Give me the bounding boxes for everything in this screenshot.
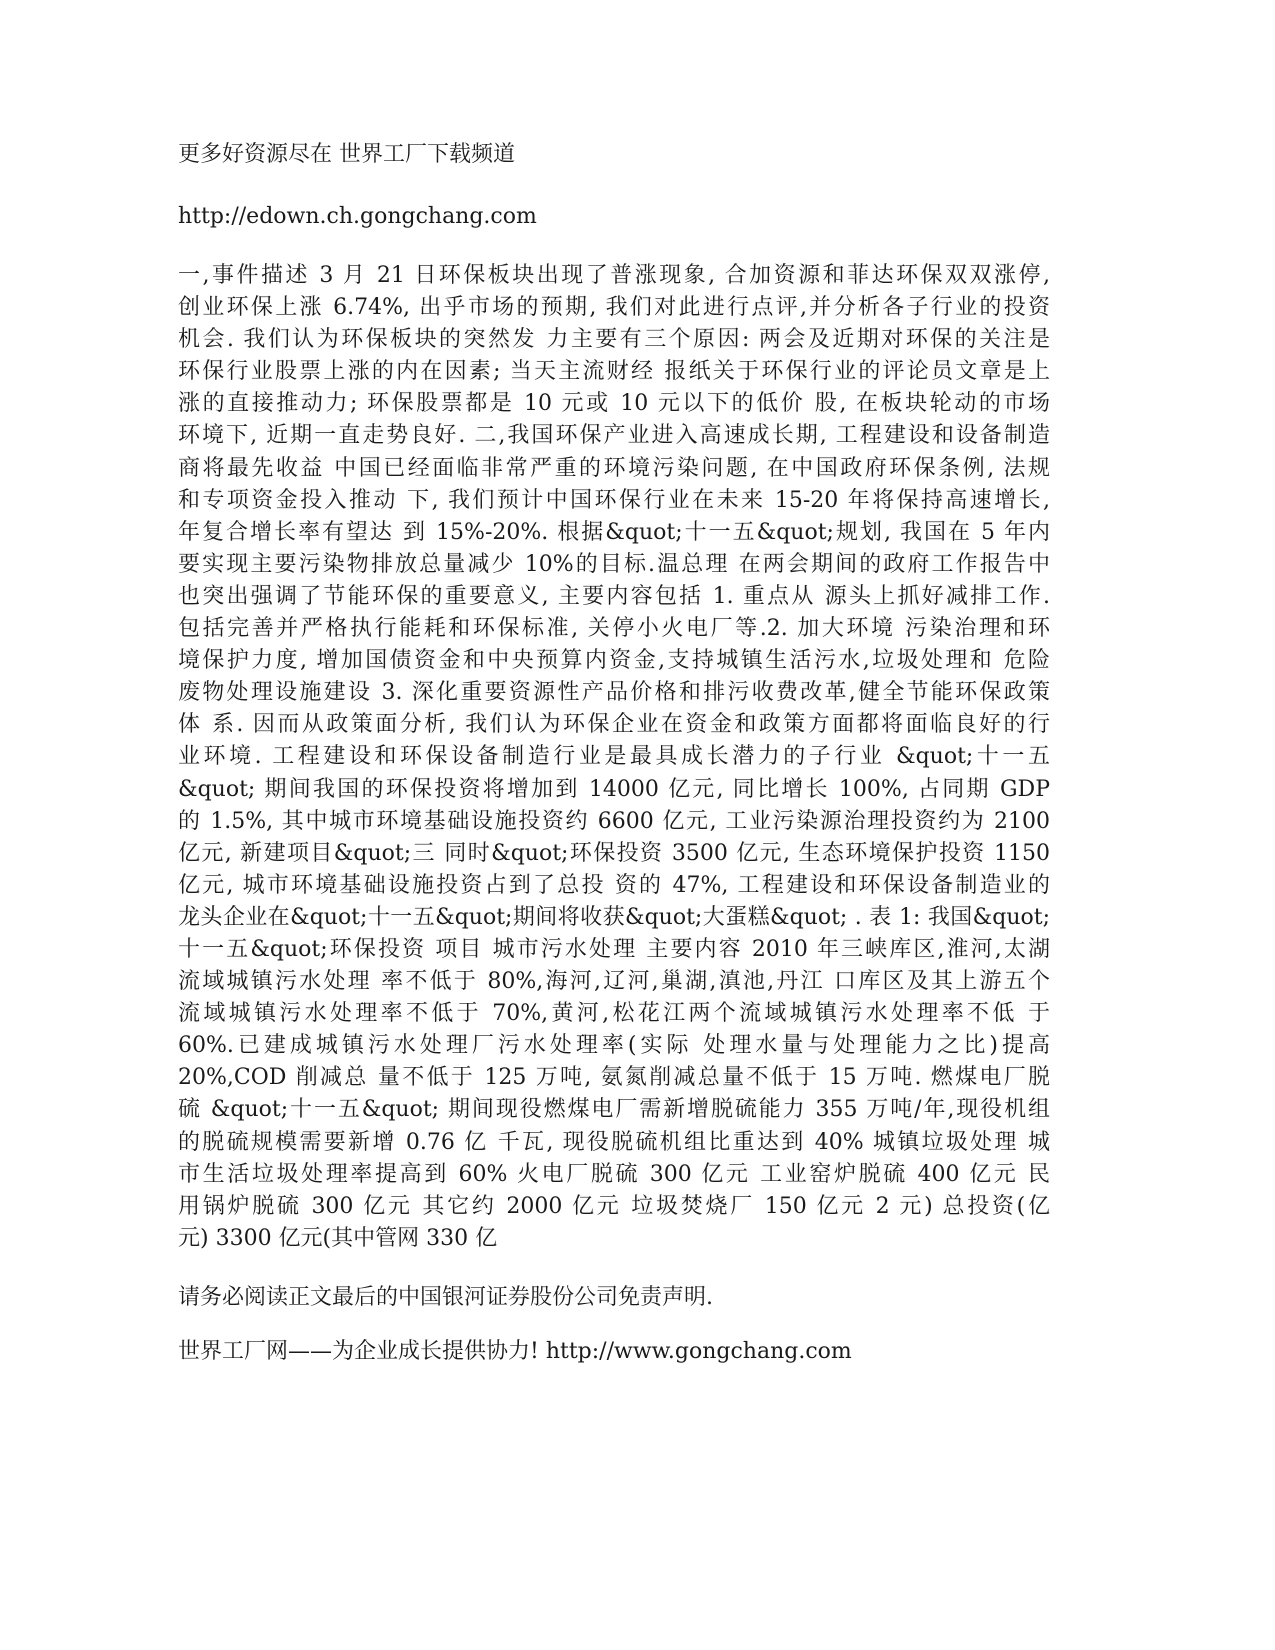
article-body [178, 260, 1050, 1255]
footer-text: 世界工厂网——为企业成长提供协力! http://www.gongchang.com [178, 1338, 852, 1364]
body-line: 要实现主要污染物排放总量减少 10%的目标.温总理 在两会期间的政府工作报告中 [178, 551, 1050, 577]
body-line: 环境下, 近期一直走势良好. 二,我国环保产业进入高速成长期, 工程建设和设备制造 [178, 423, 1050, 449]
body-line: 的 1.5%, 其中城市环境基础设施投资约 6600 亿元, 工业污染源治理投资约为 2100 [178, 808, 1050, 834]
body-line: 业环境. 工程建设和环保设备制造行业是最具成长潜力的子行业 &quot;十一五 [178, 744, 1050, 770]
body-line: 创业环保上涨 6.74%, 出乎市场的预期, 我们对此进行点评,并分析各子行业的投资 [178, 295, 1050, 321]
header-title: 更多好资源尽在 世界工厂下载频道 [178, 142, 515, 167]
body-line: 用锅炉脱硫 300 亿元 其它约 2000 亿元 垃圾焚烧厂 150 亿元 2 元) 总投资(亿 [178, 1193, 1050, 1219]
body-line: 龙头企业在&quot;十一五&quot;期间将收获&quot;大蛋糕&quot; . 表 1: 我国&quot; [178, 904, 1050, 930]
body-line: 十一五&quot;环保投资 项目 城市污水处理 主要内容 2010 年三峡库区,淮河,太湖 [178, 936, 1050, 962]
disclaimer-text: 请务必阅读正文最后的中国银河证券股份公司免责声明. [178, 1284, 713, 1310]
body-line: 市生活垃圾处理率提高到 60% 火电厂脱硫 300 亿元 工业窑炉脱硫 400 亿元 民 [178, 1161, 1050, 1187]
body-line: 涨的直接推动力; 环保股票都是 10 元或 10 元以下的低价 股, 在板块轮动的市场 [178, 391, 1050, 417]
body-line: 亿元, 城市环境基础设施投资占到了总投 资的 47%, 工程建设和环保设备制造业的 [178, 872, 1050, 898]
body-line: 商将最先收益 中国已经面临非常严重的环境污染问题, 在中国政府环保条例, 法规 [178, 455, 1050, 481]
body-line: 境保护力度, 增加国债资金和中央预算内资金,支持城镇生活污水,垃圾处理和 危险 [178, 648, 1050, 674]
body-line: 的脱硫规模需要新增 0.76 亿 千瓦, 现役脱硫机组比重达到 40% 城镇垃圾处理 城 [178, 1129, 1050, 1155]
body-line: 和专项资金投入推动 下, 我们预计中国环保行业在未来 15-20 年将保持高速增长, [178, 487, 1050, 513]
body-line: 20%,COD 削减总 量不低于 125 万吨, 氨氮削减总量不低于 15 万吨. 燃煤电厂脱 [178, 1065, 1050, 1091]
body-line: &quot; 期间我国的环保投资将增加到 14000 亿元, 同比增长 100%, 占同期 GDP [178, 776, 1050, 802]
body-line: 体 系. 因而从政策面分析, 我们认为环保企业在资金和政策方面都将面临良好的行 [178, 712, 1050, 738]
body-line: 流域城镇污水处理率不低于 70%,黄河,松花江两个流域城镇污水处理率不低 于 [178, 1001, 1050, 1027]
body-line: 包括完善并严格执行能耗和环保标准, 关停小火电厂等.2. 加大环境 污染治理和环 [178, 616, 1050, 642]
body-line: 流域城镇污水处理 率不低于 80%,海河,辽河,巢湖,滇池,丹江 口库区及其上游五个 [178, 969, 1050, 995]
body-line: 年复合增长率有望达 到 15%-20%. 根据&quot;十一五&quot;规划, 我国在 5 年内 [178, 519, 1050, 545]
document-page [178, 138, 1050, 1369]
body-line: 环保行业股票上涨的内在因素; 当天主流财经 报纸关于环保行业的评论员文章是上 [178, 359, 1050, 385]
body-line: 亿元, 新建项目&quot;三 同时&quot;环保投资 3500 亿元, 生态环境保护投资 1150 [178, 840, 1050, 866]
body-line: 硫 &quot;十一五&quot; 期间现役燃煤电厂需新增脱硫能力 355 万吨/年,现役机组 [178, 1097, 1050, 1123]
body-line: 也突出强调了节能环保的重要意义, 主要内容包括 1. 重点从 源头上抓好减排工作. [178, 583, 1050, 609]
body-line: 60%.已建成城镇污水处理厂污水处理率(实际 处理水量与处理能力之比)提高 [178, 1033, 1050, 1059]
body-line: 元) 3300 亿元(其中管网 330 亿 [178, 1225, 498, 1251]
body-line: 一,事件描述 3 月 21 日环保板块出现了普涨现象, 合加资源和菲达环保双双涨停, [178, 263, 1050, 288]
header-url: http://edown.ch.gongchang.com [178, 204, 537, 229]
body-line: 废物处理设施建设 3. 深化重要资源性产品价格和排污收费改革,健全节能环保政策 [178, 680, 1050, 706]
body-line: 机会. 我们认为环保板块的突然发 力主要有三个原因: 两会及近期对环保的关注是 [178, 327, 1050, 353]
